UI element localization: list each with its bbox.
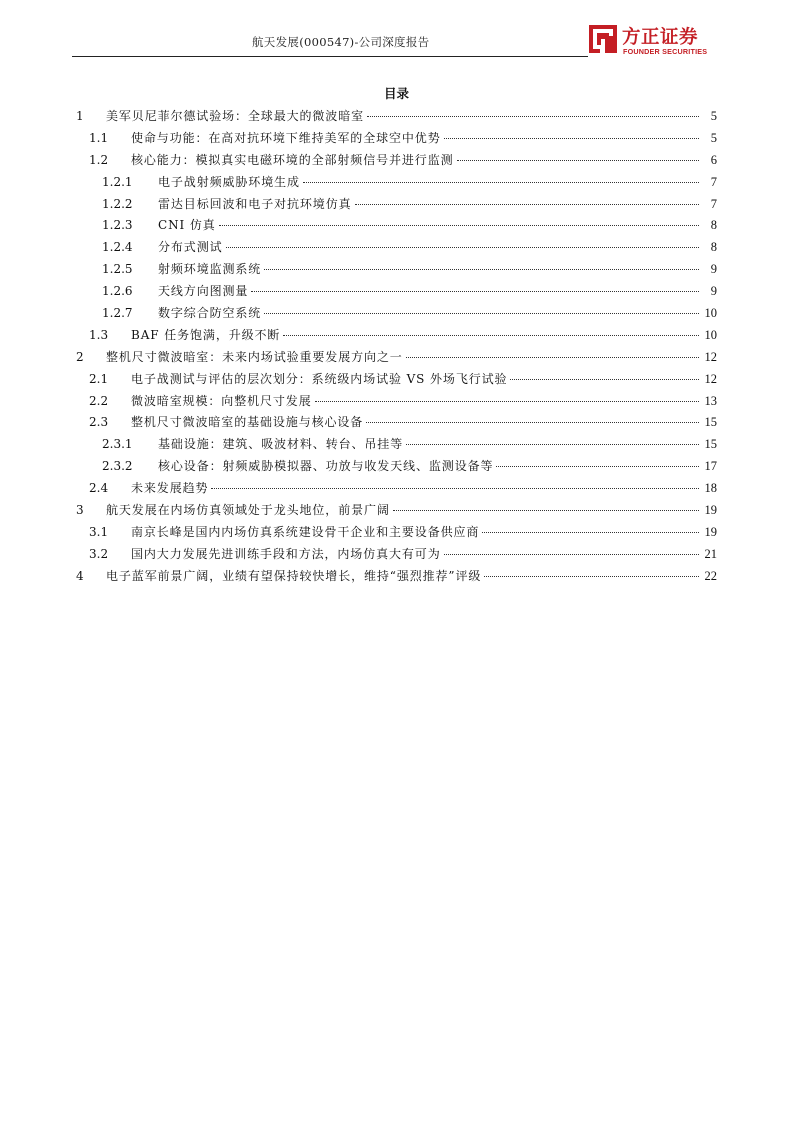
toc-entry-label: 微波暗室规模：向整机尺寸发展 [131,393,312,408]
toc-dot-leader [367,116,699,117]
toc-entry-page: 21 [704,546,717,561]
toc-entry-page: 8 [710,240,717,255]
toc-entry-number: 1.2.2 [102,196,133,211]
toc-dot-leader [251,291,699,292]
toc-entry[interactable] [76,479,717,501]
toc-dot-leader [264,313,699,314]
toc-entry-number: 2 [76,349,84,364]
toc-dot-leader [366,422,699,423]
toc-entry-label: 分布式测试 [158,240,223,255]
toc-entry-number: 1.2.1 [102,174,133,189]
toc-entry[interactable] [76,151,717,173]
toc-entry-number: 1.2 [89,152,109,167]
toc-entry-label: CNI 仿真 [158,218,216,233]
toc-entry-page: 19 [704,524,717,539]
toc-dot-leader [444,138,699,139]
toc-entry-page: 7 [710,174,717,189]
toc-entry-label: 核心设备：射频威胁模拟器、功放与收发天线、监测设备等 [158,459,494,474]
toc-entry-label: 整机尺寸微波暗室的基础设施与核心设备 [131,415,364,430]
toc-entry[interactable] [76,545,717,567]
toc-entry[interactable] [76,304,717,326]
toc-dot-leader [482,532,699,533]
toc-dot-leader [283,335,699,336]
toc-dot-leader [226,247,699,248]
toc-entry[interactable] [76,129,717,151]
toc-entry-number: 3 [76,503,84,518]
toc-entry[interactable] [76,370,717,392]
toc-dot-leader [303,182,699,183]
toc-entry-page: 15 [704,415,717,430]
toc-entry-number: 2.3.1 [102,437,133,452]
toc-entry-number: 1.2.6 [102,284,133,299]
toc-entry-page: 5 [710,130,717,145]
toc-entry-page: 10 [704,306,717,321]
toc-entry-label: 电子战射频威胁环境生成 [158,174,300,189]
toc-entry-label: BAF 任务饱满，升级不断 [131,327,281,342]
toc-entry-label: 南京长峰是国内内场仿真系统建设骨干企业和主要设备供应商 [131,524,480,539]
toc-entry-page: 7 [710,196,717,211]
toc-entry-label: 射频环境监测系统 [158,262,262,277]
toc-entry-label: 电子蓝军前景广阔，业绩有望保持较快增长，维持“强烈推荐”评级 [106,568,482,583]
toc-dot-leader [211,488,699,489]
toc-entry-label: 美军贝尼菲尔德试验场：全球最大的微波暗室 [106,109,365,123]
toc-entry-page: 9 [710,284,717,299]
toc-entry[interactable] [76,392,717,414]
toc-entry[interactable] [76,501,717,523]
toc-entry-page: 15 [704,437,717,452]
toc-entry-page: 18 [704,481,717,496]
toc-entry-number: 3.2 [89,546,109,561]
toc-entry-number: 2.3 [89,415,109,430]
toc-entry-number: 1 [76,109,84,123]
toc-entry-number: 2.3.2 [102,459,133,474]
toc-entry[interactable] [76,413,717,435]
toc-entry[interactable] [76,326,717,348]
toc-dot-leader [510,379,699,380]
toc-entry-label: 使命与功能：在高对抗环境下维持美军的全球空中优势 [131,130,441,145]
toc-dot-leader [406,444,699,445]
toc-dot-leader [406,357,699,358]
toc-entry[interactable] [76,238,717,260]
toc-entry[interactable] [76,348,717,370]
toc-dot-leader [484,576,699,577]
toc-entry[interactable] [76,457,717,479]
toc-entry-page: 13 [704,393,717,408]
toc-entry-page: 19 [704,503,717,518]
toc-entry-number: 1.3 [89,327,109,342]
toc-entry[interactable] [76,260,717,282]
toc-entry-label: 数字综合防空系统 [158,306,262,321]
toc-entry-label: 整机尺寸微波暗室：未来内场试验重要发展方向之一 [106,349,403,364]
toc-entry-number: 3.1 [89,524,109,539]
logo-chinese-name: 方正证券 [622,27,699,48]
founder-logo-mark-icon [588,24,618,54]
toc-entry[interactable] [76,173,717,195]
toc-entry-number: 4 [76,568,84,583]
toc-entry-page: 12 [704,349,717,364]
toc-entry-page: 5 [710,109,717,123]
toc-entry[interactable] [76,282,717,304]
toc-dot-leader [355,204,699,205]
founder-securities-logo [588,22,716,58]
toc-entry-number: 2.2 [89,393,109,408]
toc-dot-leader [457,160,699,161]
toc-entry-page: 6 [710,152,717,167]
toc-dot-leader [393,510,699,511]
logo-english-name: FOUNDER SECURITIES [623,47,708,56]
toc-entry[interactable] [76,523,717,545]
toc-entry-label: 天线方向图测量 [158,284,249,299]
toc-dot-leader [496,466,699,467]
table-of-contents [76,107,717,589]
toc-entry[interactable] [76,567,717,589]
toc-dot-leader [264,269,699,270]
toc-dot-leader [444,554,699,555]
toc-entry-page: 12 [704,371,717,386]
toc-entry-number: 1.2.7 [102,306,133,321]
toc-entry[interactable] [76,195,717,217]
toc-dot-leader [315,401,699,402]
toc-entry-label: 未来发展趋势 [131,481,209,496]
toc-dot-leader [219,225,699,226]
toc-entry-label: 国内大力发展先进训练手段和方法，内场仿真大有可为 [131,546,441,561]
toc-entry-number: 1.2.3 [102,218,133,233]
toc-entry-label: 雷达目标回波和电子对抗环境仿真 [158,196,352,211]
toc-entry-number: 1.2.4 [102,240,133,255]
header-divider [72,56,588,57]
toc-entry-label: 核心能力：模拟真实电磁环境的全部射频信号并进行监测 [131,152,454,167]
toc-entry-number: 1.2.5 [102,262,133,277]
toc-entry[interactable] [76,107,717,129]
toc-entry-label: 基础设施：建筑、吸波材料、转台、吊挂等 [158,437,404,452]
toc-entry-page: 9 [710,262,717,277]
toc-title: 目录 [383,86,409,101]
toc-entry-page: 10 [704,327,717,342]
toc-entry[interactable] [76,216,717,238]
toc-entry-label: 电子战测试与评估的层次划分：系统级内场试验 VS 外场飞行试验 [131,371,508,386]
toc-entry-number: 2.4 [89,481,109,496]
toc-entry-label: 航天发展在内场仿真领域处于龙头地位，前景广阔 [106,503,390,518]
header-title: 航天发展(000547)-公司深度报告 [252,35,430,49]
toc-entry-number: 1.1 [89,130,109,145]
toc-entry-number: 2.1 [89,371,109,386]
toc-entry-page: 8 [710,218,717,233]
toc-entry-page: 17 [704,459,717,474]
toc-entry-page: 22 [704,568,717,583]
toc-entry[interactable] [76,435,717,457]
